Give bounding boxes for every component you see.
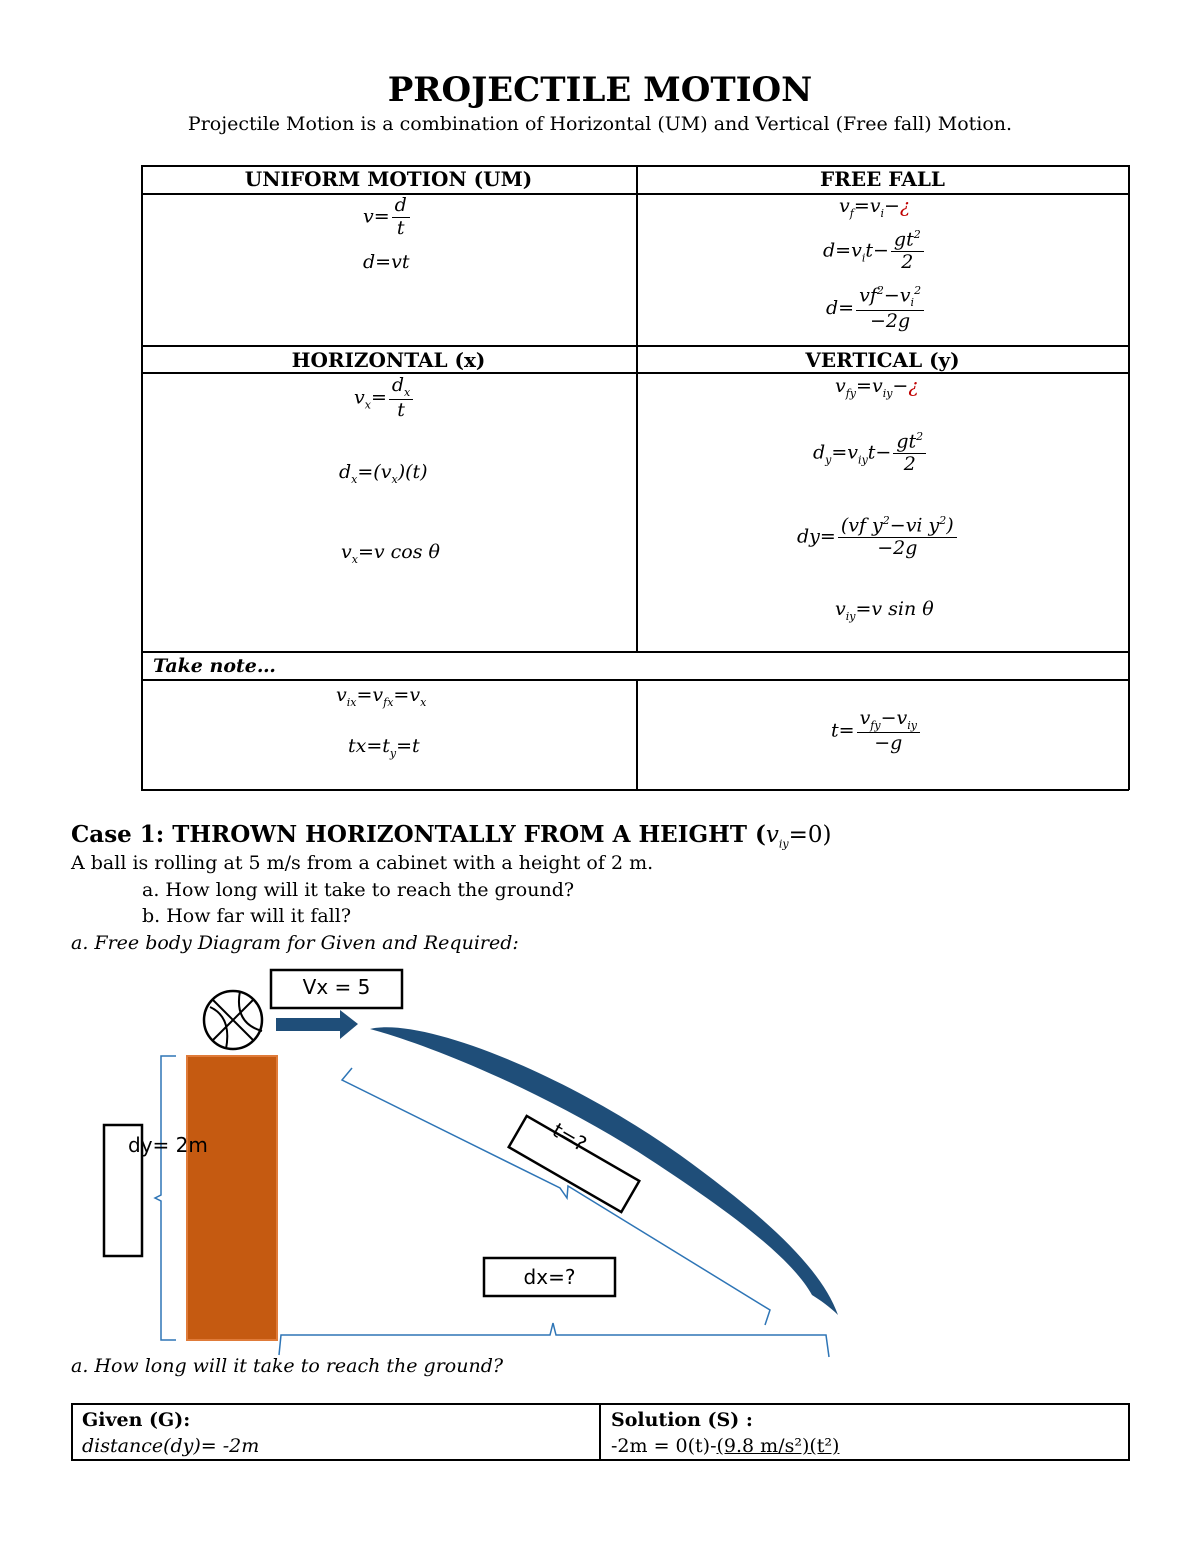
case1-question-a: a. How long will it take to reach the ground? bbox=[142, 879, 575, 901]
velocity-arrow bbox=[276, 1010, 358, 1039]
t-label: t=? bbox=[548, 1117, 591, 1157]
height-bracket bbox=[155, 1056, 176, 1340]
horizontal-bracket bbox=[279, 1323, 829, 1357]
basketball-icon bbox=[204, 991, 262, 1049]
note-time-equality: $tx=t_y=t$ bbox=[348, 735, 420, 760]
ff-distance-formula: $d=v_it-$ $\frac{gt^2}{2}$ bbox=[823, 229, 926, 274]
given-header: Given (G): bbox=[82, 1409, 191, 1431]
dy-label: dy= 2m bbox=[128, 1133, 208, 1157]
given-value: distance(dy)= -2m bbox=[82, 1435, 260, 1457]
vertical-component-formula: $v_{iy}=v$ sin θ bbox=[835, 598, 934, 623]
horizontal-header: HORIZONTAL (x) bbox=[291, 348, 486, 372]
note-time-formula: t= $\frac{v_{fy}-v_{iy}}{-g}$ bbox=[831, 708, 922, 755]
projectile-diagram bbox=[0, 955, 1200, 1365]
solution-value: -2m = 0(t)-(9.8 m/s²)(t²) bbox=[611, 1435, 840, 1457]
uniform-motion-header: UNIFORM MOTION (UM) bbox=[244, 167, 533, 191]
horizontal-velocity-formula: $v_x=$ $\frac{d_x}{t}$ bbox=[354, 375, 415, 422]
ff-distance-velocity-formula: d= $\frac{vf^2-v_i^2}{-2g}$ bbox=[826, 285, 926, 333]
free-fall-header: FREE FALL bbox=[820, 167, 945, 191]
note-velocity-equality: $v_{ix}=v_{fx}=v_x$ bbox=[336, 684, 427, 709]
um-velocity-formula: v= $\frac{d}{t}$ bbox=[363, 195, 412, 240]
question-a-repeat: a. How long will it take to reach the ground? bbox=[71, 1355, 504, 1377]
horizontal-distance-formula: $d_x=(v_x)(t)$ bbox=[339, 461, 428, 486]
diagram-caption: a. Free body Diagram for Given and Required: bbox=[71, 932, 519, 954]
solution-header: Solution (S) : bbox=[611, 1409, 753, 1431]
page-subtitle: Projectile Motion is a combination of Horizontal (UM) and Vertical (Free fall) Motion. bbox=[187, 113, 1013, 135]
dx-label: dx=? bbox=[523, 1265, 576, 1289]
given-solution-table bbox=[71, 1403, 1129, 1461]
vertical-distance-velocity-formula: dy= $\frac{(vf y^2-vi y^2)}{-2g}$ bbox=[797, 515, 959, 560]
vx-label: Vx = 5 bbox=[302, 975, 371, 999]
vertical-distance-formula: $d_y=v_{iy}t-$ $\frac{gt^2}{2}$ bbox=[813, 431, 928, 476]
vertical-header: VERTICAL (y) bbox=[805, 348, 960, 372]
um-distance-formula: d=vt bbox=[363, 251, 410, 273]
page-title: PROJECTILE MOTION bbox=[387, 70, 813, 110]
case1-question-b: b. How far will it fall? bbox=[142, 905, 352, 927]
cabinet bbox=[187, 1056, 277, 1340]
case1-problem: A ball is rolling at 5 m/s from a cabinet with a height of 2 m. bbox=[71, 852, 654, 874]
take-note-label: Take note… bbox=[153, 655, 276, 677]
case1-heading: Case 1: THROWN HORIZONTALLY FROM A HEIGHT $(v_{iy}=0)$ bbox=[71, 821, 832, 851]
formula-table bbox=[141, 165, 1129, 790]
ff-final-velocity-formula: $v_f=v_i-¿$ bbox=[839, 195, 911, 220]
vertical-final-velocity-formula: $v_{fy}=v_{iy}-¿$ bbox=[835, 375, 919, 400]
horizontal-component-formula: $v_x=v$ cos θ bbox=[341, 541, 440, 566]
